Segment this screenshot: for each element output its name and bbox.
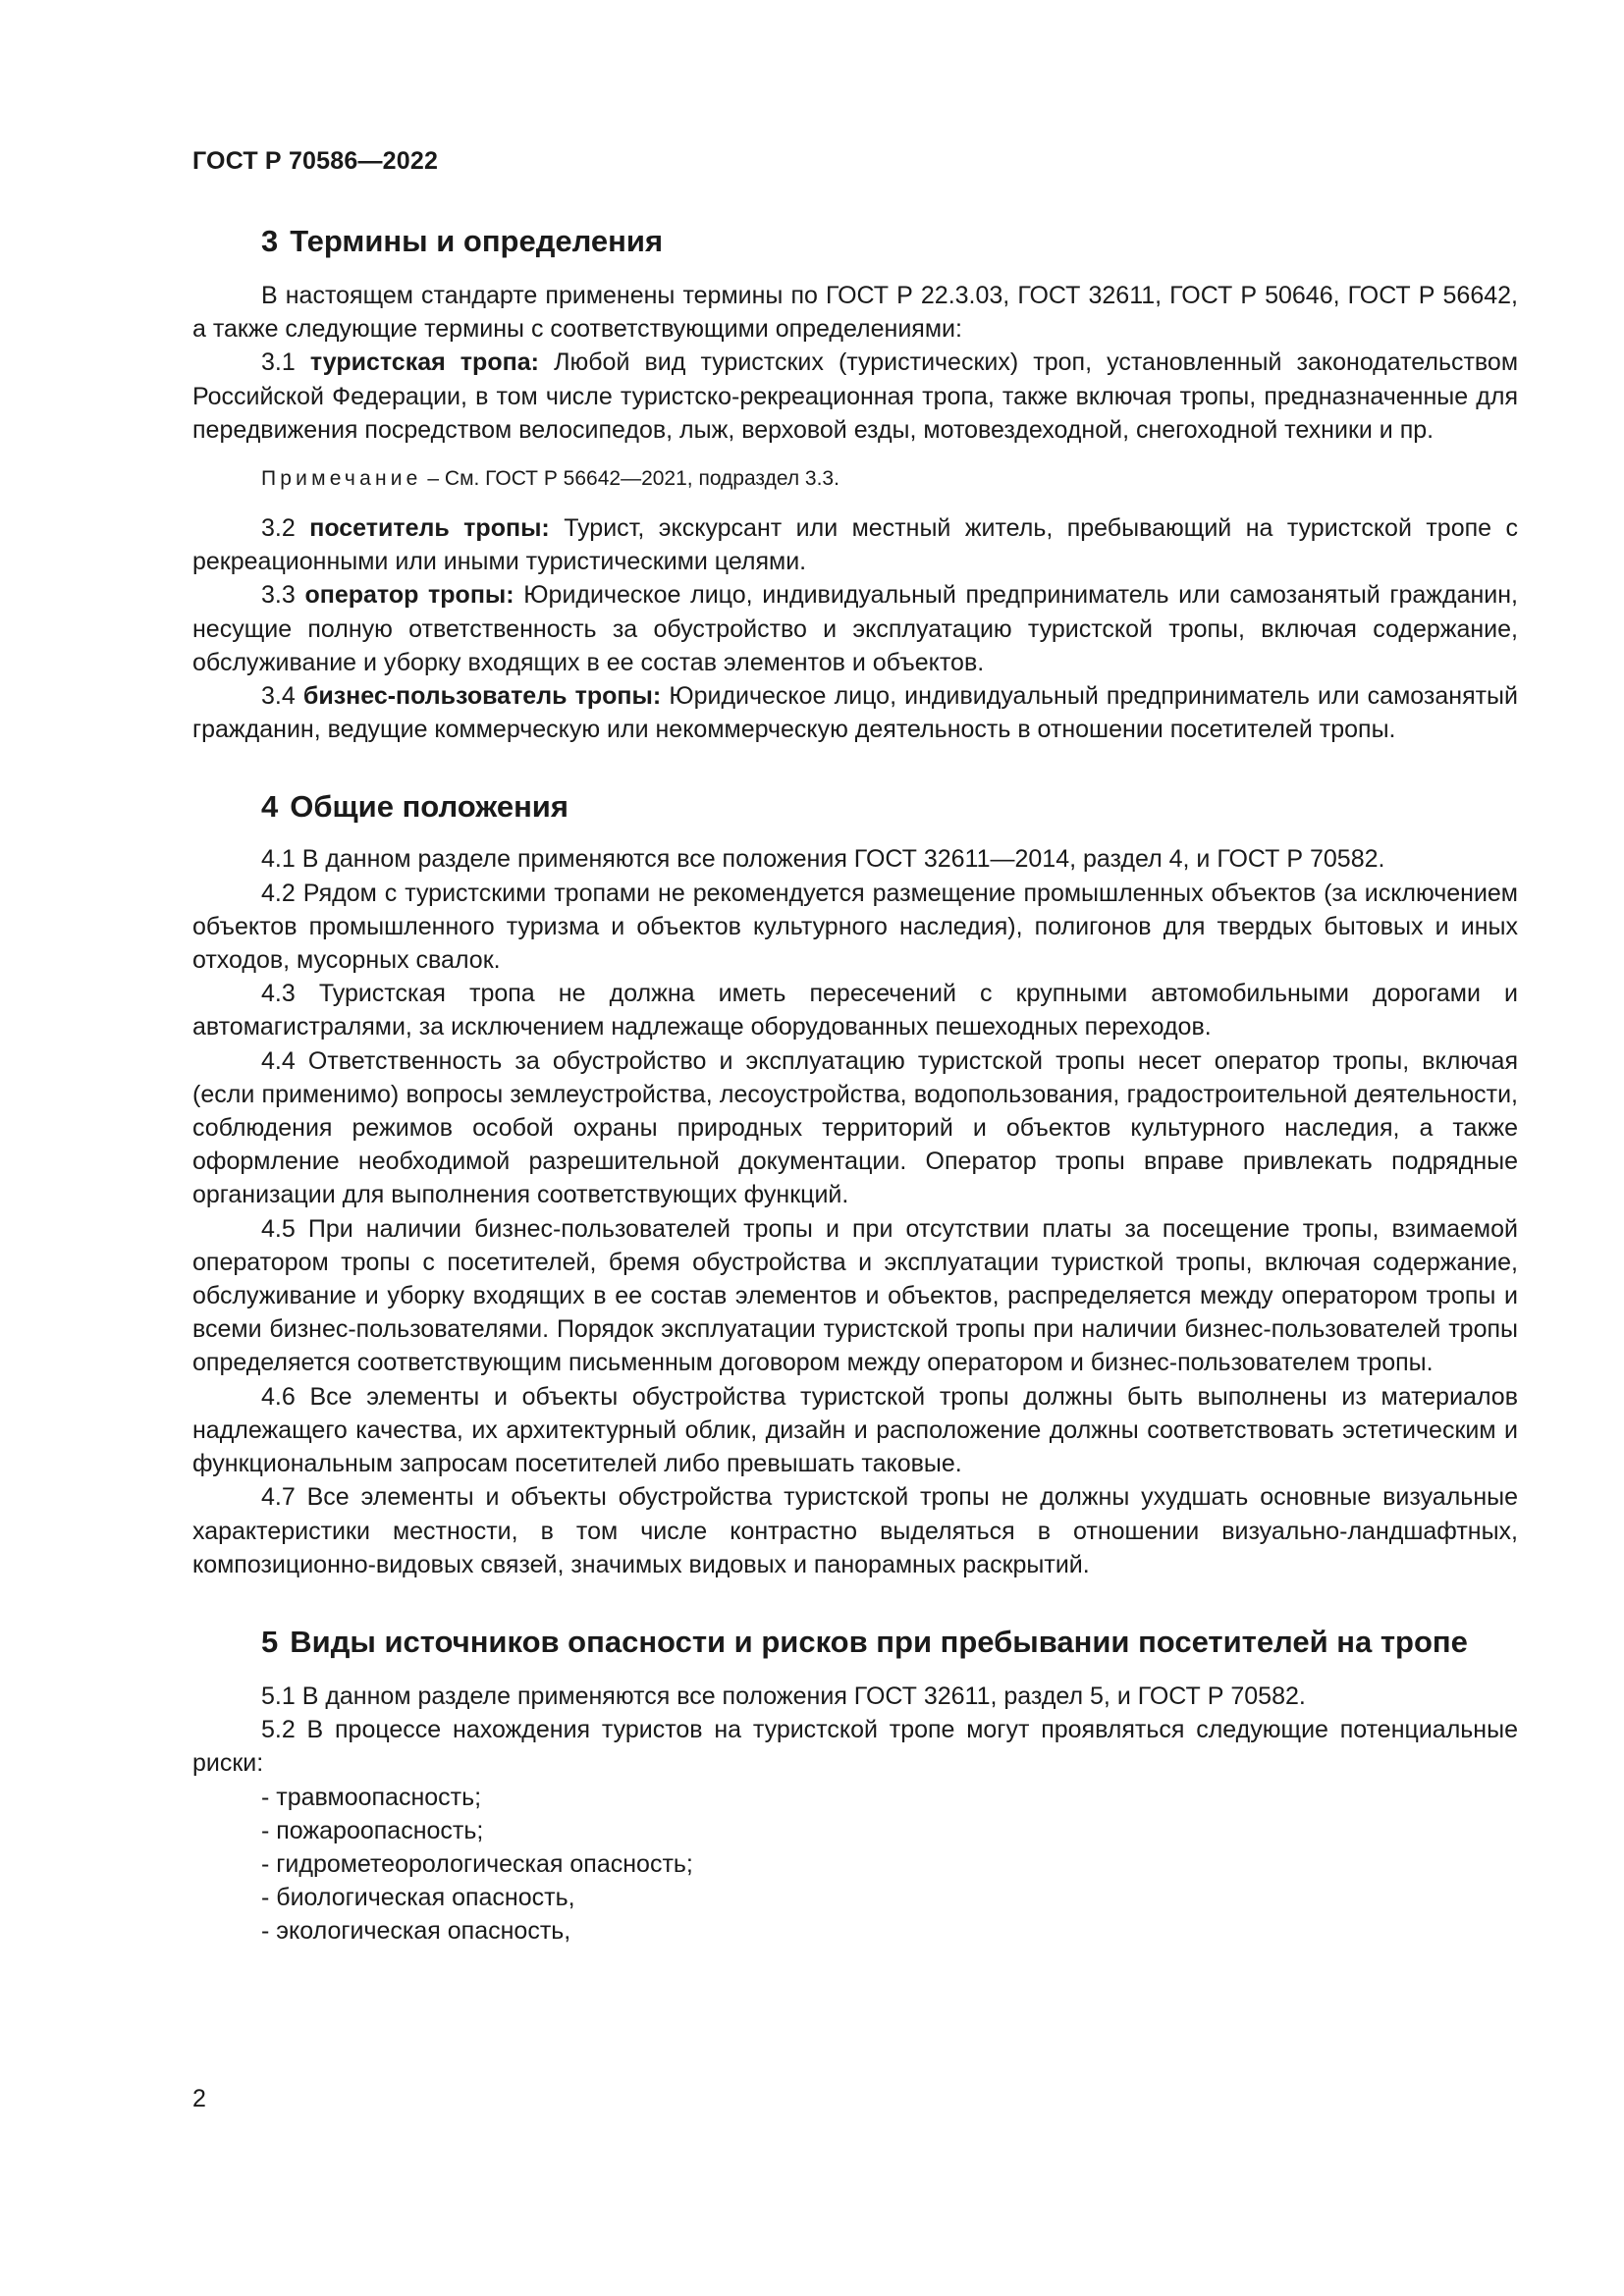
risk-list-item: - экологическая опасность, [261, 1917, 571, 1946]
clause-4-2: 4.2 Рядом с туристскими тропами не рекомендуется размещение промышленных объектов (за исключением объектов промышленного туризма и объектов культурного наследия), полигонов для твердых бытовых и иных отходов, мусорных свалок. [192, 879, 1518, 975]
section-3-number: 3 [261, 224, 279, 258]
clause-4-5: 4.5 При наличии бизнес-пользователей тропы и при отсутствии платы за посещение тропы, взимаемой оператором тропы с посетителей, бремя обустройства и эксплуатации туристкой тропы, включая содержание, обслуживание и уборку входящих в ее состав элементов и объектов, распределяется между оператором тропы и всеми бизнес-пользователями. Порядок эксплуатации туристской тропы при наличии бизнес-пользователей тропы определяется соответствующим письменным договором между оператором и бизнес-пользователем тропы. [192, 1214, 1518, 1377]
term-3-4-definition: Юридическое лицо, индивидуальный предприниматель или самозанятый гражданин, ведущие коммерческую или некоммерческую деятельность в отношении посетителей тропы. [192, 682, 1518, 744]
note-3-1 [192, 464, 1518, 494]
clause-4-7: 4.7 Все элементы и объекты обустройства туристской тропы не должны ухудшать основные визуальные характеристики местности, в том числе контрастно выделяться в отношении визуально-ландшафтных, композиционно-видовых связей, значимых видовых и панорамных раскрытий. [192, 1483, 1518, 1578]
section-3-title-text: Термины и определения [290, 224, 664, 258]
clause-5-1: 5.1 В данном разделе применяются все положения ГОСТ 32611, раздел 5, и ГОСТ Р 70582. [261, 1682, 1306, 1710]
risk-list-item: - травмоопасность; [261, 1783, 482, 1811]
risk-list-item: - гидрометеорологическая опасность; [261, 1849, 693, 1878]
term-3-3-definition: Юридическое лицо, индивидуальный предприниматель или самозанятый гражданин, несущие полную ответственность за обустройство и эксплуатацию туристской тропы, включая содержание, обслуживание и уборку входящих в ее состав элементов и объектов. [192, 581, 1519, 676]
risk-list-item: - биологическая опасность, [261, 1884, 575, 1912]
term-3-2 [192, 511, 1518, 578]
term-3-3-name: оператор тропы: [304, 581, 514, 610]
term-3-1-definition: Любой вид туристских (туристических) троп, установленный законодательством Российской Федерации, в том числе туристско-рекреационная тропа, также включая тропы, предназначенные для передвижения посредством велосипедов, лыж, верховой езды, мотовездеходной, снегоходной техники и пр. [192, 348, 1519, 444]
term-3-4-name: бизнес-пользователь тропы: [302, 682, 662, 711]
section-4-number: 4 [261, 789, 279, 825]
note-text: – См. ГОСТ Р 56642—2021, подраздел 3.3. [421, 467, 839, 491]
section-5-title-text: Виды источников опасности и рисков при пребывании посетителей на тропе [290, 1624, 1468, 1659]
term-3-1-name: туристская тропа: [309, 348, 539, 377]
section-5-number: 5 [261, 1624, 279, 1659]
section-3-intro: В настоящем стандарте применены термины по ГОСТ Р 22.3.03, ГОСТ 32611, ГОСТ Р 50646, ГОСТ Р 56642, а также следующие термины с соответствующими определениями: [192, 282, 1518, 344]
section-4-title [192, 787, 1518, 827]
term-3-3-number: 3.3 [261, 581, 296, 610]
term-3-4 [192, 679, 1518, 746]
term-3-4-number: 3.4 [261, 682, 296, 711]
note-label: Примечание [261, 467, 422, 491]
clause-4-3: 4.3 Туристская тропа не должна иметь пересечений с крупными автомобильными дорогами и автомагистралями, за исключением надлежаще оборудованных пешеходных переходов. [192, 980, 1518, 1041]
term-3-1 [192, 346, 1518, 447]
section-5-title [192, 1623, 1518, 1662]
page-number: 2 [192, 2085, 206, 2112]
clause-4-4: 4.4 Ответственность за обустройство и эксплуатацию туристской тропы несет оператор тропы, включая (если применимо) вопросы землеустройства, лесоустройства, водопользования, градостроительной деятельности, соблюдения режимов особой охраны природных территорий и объектов культурного наследия, а также оформление необходимой разрешительной документации. Оператор тропы вправе привлекать подрядные организации для выполнения соответствующих функций. [192, 1046, 1518, 1209]
clause-4-6: 4.6 Все элементы и объекты обустройства туристской тропы должны быть выполнены из материалов надлежащего качества, их архитектурный облик, дизайн и расположение должны соответствовать эстетическим и функциональным запросам посетителей либо превышать таковые. [192, 1382, 1518, 1478]
section-4-title-text: Общие положения [290, 789, 568, 825]
clause-4-1: 4.1 В данном разделе применяются все положения ГОСТ 32611—2014, раздел 4, и ГОСТ Р 70582. [261, 845, 1385, 874]
term-3-2-definition: Турист, экскурсант или местный житель, пребывающий на туристской тропе с рекреационными или иными туристическими целями. [192, 514, 1518, 576]
clause-5-2: 5.2 В процессе нахождения туристов на туристской тропе могут проявляться следующие потенциальные риски: [192, 1716, 1518, 1778]
term-3-2-name: посетитель тропы: [309, 514, 550, 543]
page-content [192, 222, 1518, 1949]
term-3-3 [192, 578, 1518, 679]
document-code: ГОСТ Р 70586—2022 [192, 147, 439, 175]
section-3-title [192, 222, 1518, 261]
term-3-1-number: 3.1 [261, 348, 296, 377]
term-3-2-number: 3.2 [261, 514, 296, 543]
risk-list-item: - пожароопасность; [261, 1816, 484, 1844]
